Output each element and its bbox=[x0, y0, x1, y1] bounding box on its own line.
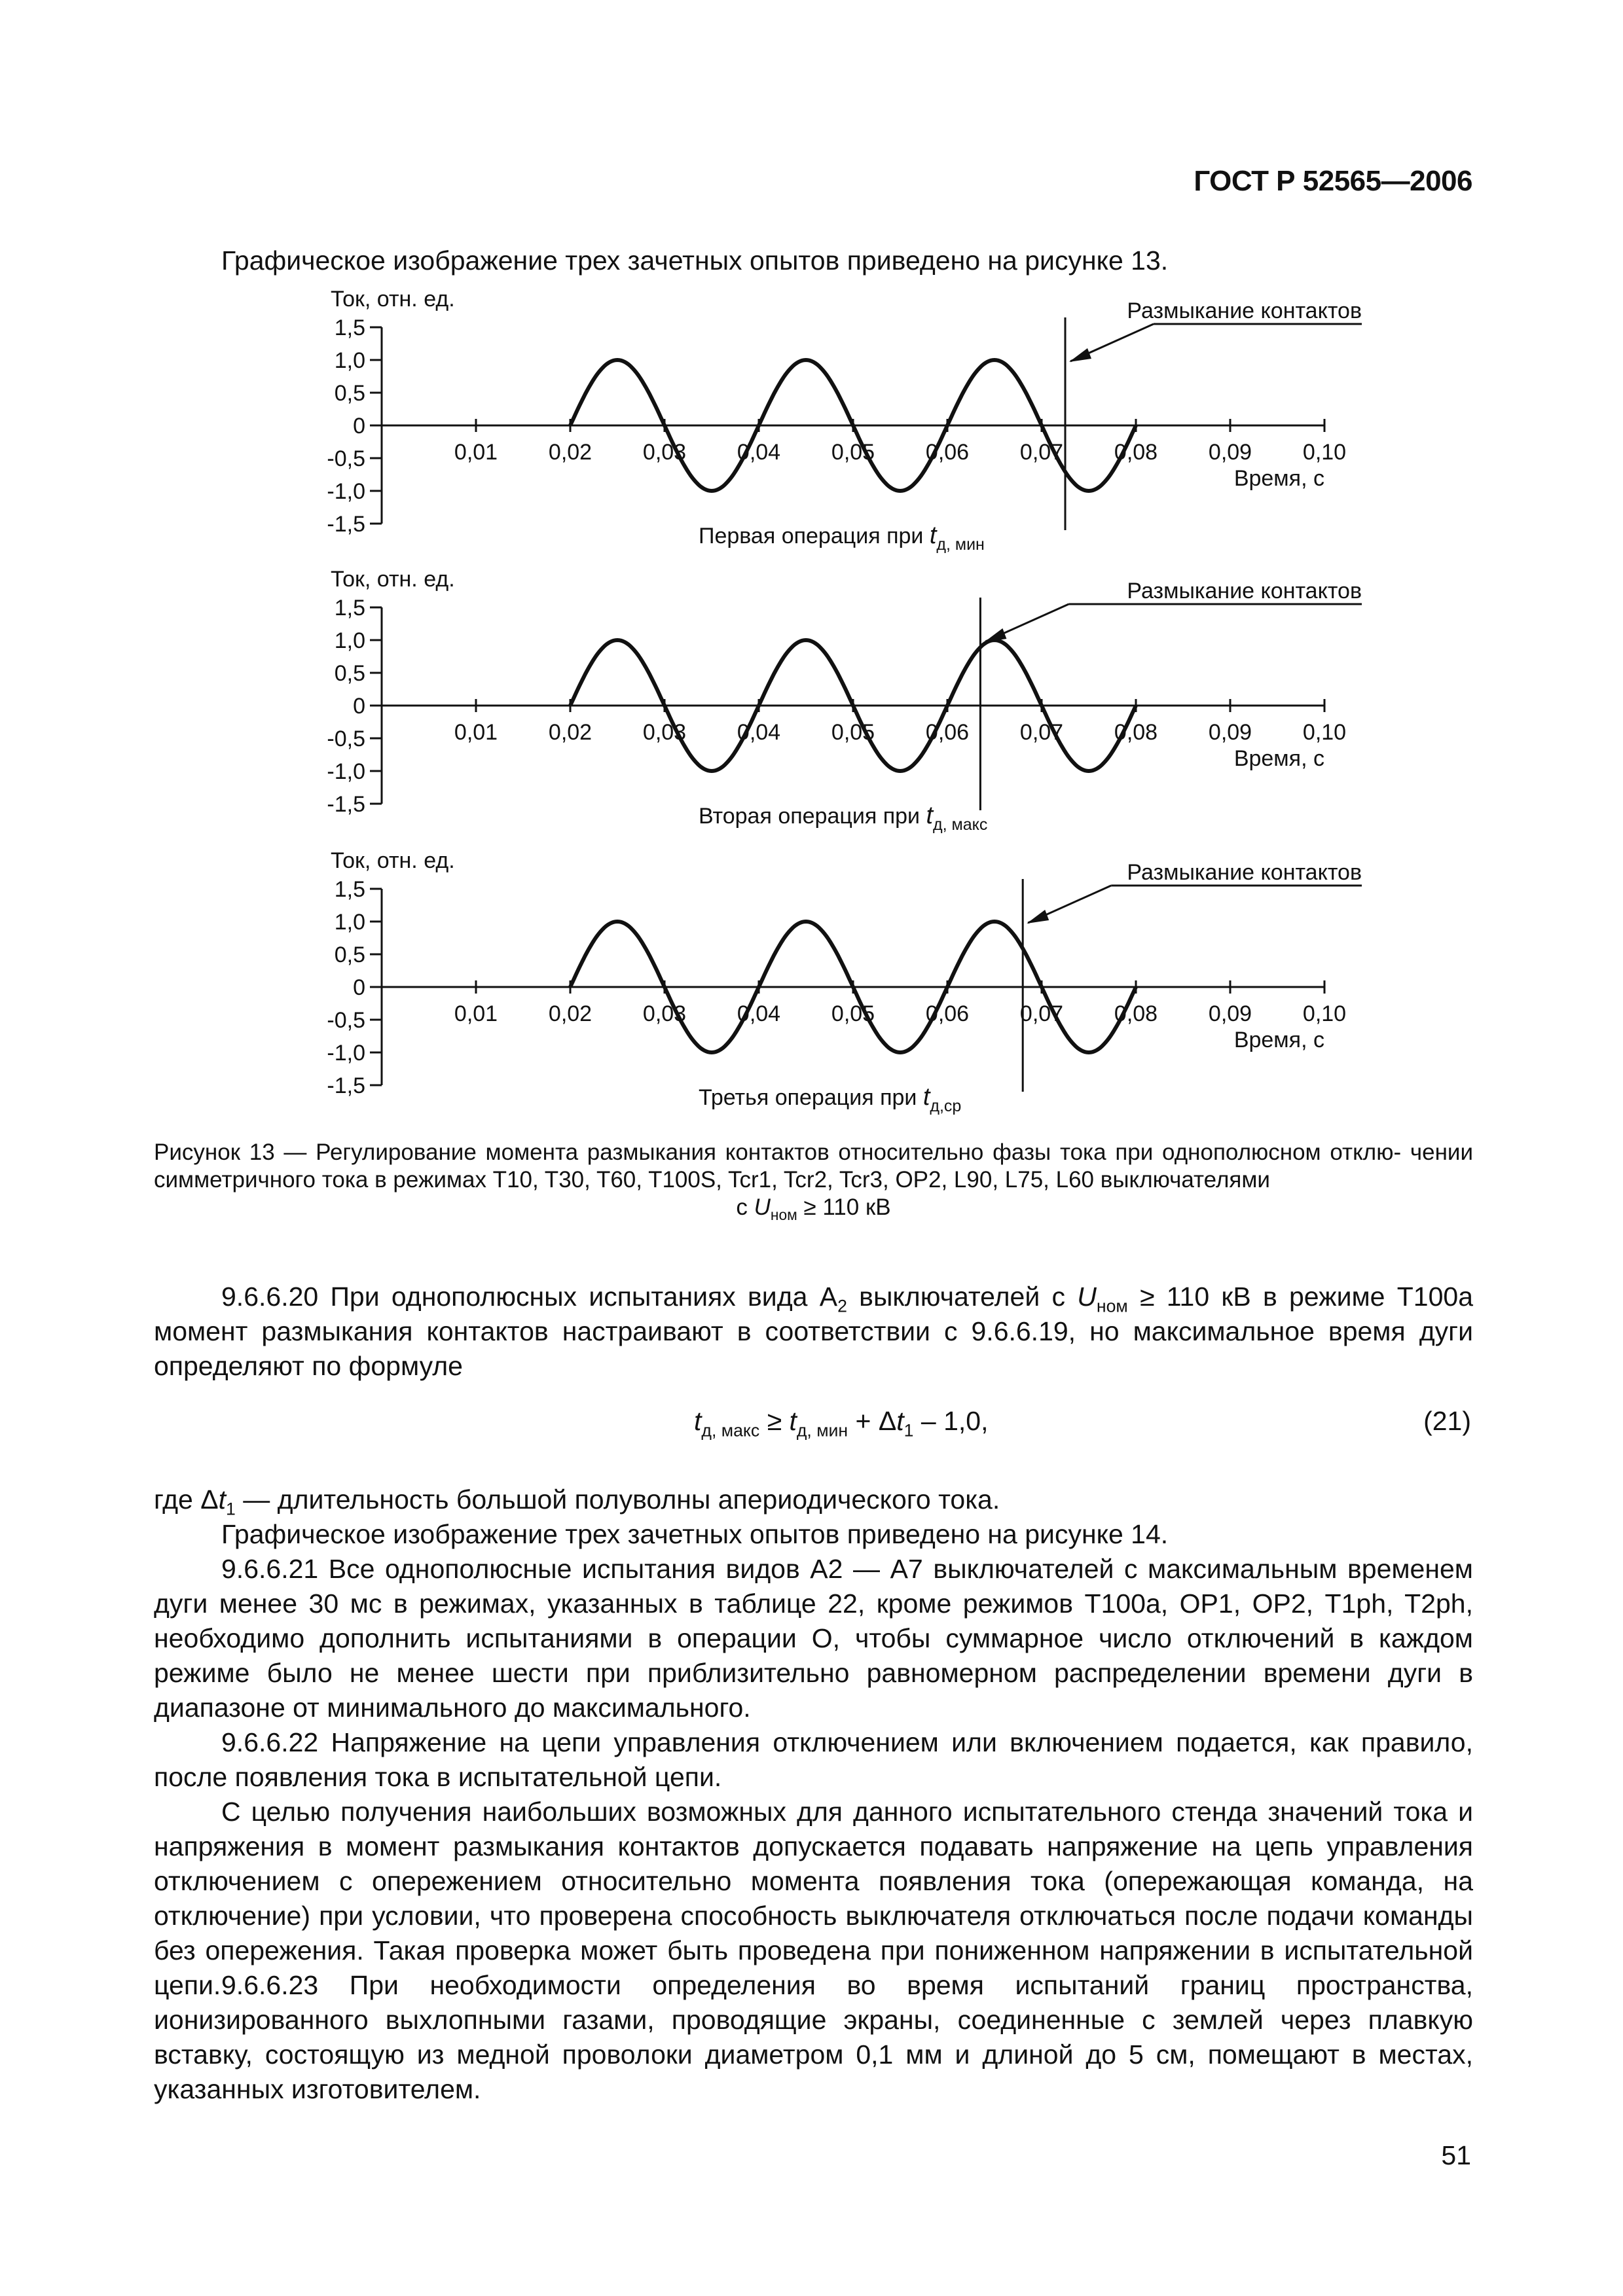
operation-caption: Вторая операция при $t_{д, макс}$ bbox=[699, 802, 988, 834]
x-tick-label: 0,06 bbox=[925, 440, 970, 465]
contact-separation-label: Размыкание контактов bbox=[1127, 860, 1362, 885]
y-tick-label: 0 bbox=[353, 414, 365, 439]
x-tick-label: 0,01 bbox=[454, 1001, 498, 1026]
y-axis-title: Ток, отн. ед. bbox=[331, 287, 455, 312]
y-axis-title: Ток, отн. ед. bbox=[331, 848, 455, 873]
contact-separation-arrowhead bbox=[984, 628, 1006, 642]
x-tick-label: 0,09 bbox=[1208, 440, 1252, 465]
x-tick-label: 0,02 bbox=[548, 1001, 593, 1026]
paragraph-9-6-6-20: 9.6.6.20 При однополюсных испытаниях вида $А_2$ выключателей с $U_{ном} \ge 110$ кВ в режиме Т100а момент размыкания контактов настраивают в соответствии с 9.6.6.19, но максимальное время дуги определяют по формуле bbox=[154, 1282, 1473, 1381]
x-tick-label: 0,08 bbox=[1114, 440, 1158, 465]
y-tick-label: 0,5 bbox=[334, 381, 365, 406]
caption-line-1: Рисунок 13 — Регулирование момента размыкания контактов относительно фазы тока при однополюсном отклю- bbox=[154, 1139, 1402, 1165]
contact-separation-label: Размыкание контактов bbox=[1127, 298, 1362, 323]
x-tick-label: 0,04 bbox=[737, 720, 781, 745]
x-tick-label: 0,10 bbox=[1302, 720, 1347, 745]
y-tick-label: 0 bbox=[353, 694, 365, 719]
y-tick-label: -1,5 bbox=[327, 512, 365, 537]
y-tick-label: 0,5 bbox=[334, 661, 365, 686]
x-tick-label: 0,08 bbox=[1114, 1001, 1158, 1026]
x-tick-label: 0,10 bbox=[1302, 440, 1347, 465]
x-tick-label: 0,09 bbox=[1208, 720, 1252, 745]
chart-first-operation bbox=[288, 288, 1375, 563]
x-tick-label: 0,07 bbox=[1019, 720, 1064, 745]
where-clause: где $\Delta t_1$ — длительность большой полуволны апериодического тока. bbox=[154, 1484, 1000, 1519]
y-tick-label: 1,0 bbox=[334, 348, 365, 373]
y-tick-label: 1,5 bbox=[334, 596, 365, 620]
intro-paragraph: Графическое изображение трех зачетных опытов приведено на рисунке 13. bbox=[221, 245, 1169, 276]
x-tick-label: 0,04 bbox=[737, 440, 781, 465]
x-axis-title: Время, с bbox=[1233, 746, 1324, 771]
contact-separation-arrowhead bbox=[1069, 348, 1091, 362]
y-tick-label: 1,0 bbox=[334, 910, 365, 935]
x-tick-label: 0,10 bbox=[1302, 1001, 1347, 1026]
contact-separation-arrowhead bbox=[1027, 910, 1049, 924]
formula-21: $t_{д, макс} \ge t_{д, мин} + \Delta t_1 - 1,0$, bbox=[694, 1406, 989, 1441]
figure-caption bbox=[154, 1139, 1473, 1221]
page-number: 51 bbox=[1441, 2140, 1471, 2170]
paragraph-9-6-6-23: 9.6.6.23 При необходимости определения во время испытаний границ пространства, ионизированного выхлопными газами, проводящие экраны, соединенные с землей через плавкую вставку, состоящую из медной проволоки диаметром 0,1 мм и длиной до 5 см, помещают в местах, указанных изготовителем. bbox=[154, 1970, 1473, 2104]
y-tick-label: -1,0 bbox=[327, 479, 365, 504]
x-tick-label: 0,02 bbox=[548, 720, 593, 745]
operation-caption: Первая операция при $t_{д, мин}$ bbox=[699, 522, 985, 554]
y-tick-label: -0,5 bbox=[327, 446, 365, 471]
contact-separation-label: Размыкание контактов bbox=[1127, 579, 1362, 603]
x-tick-label: 0,08 bbox=[1114, 720, 1158, 745]
x-tick-label: 0,06 bbox=[925, 720, 970, 745]
x-tick-label: 0,05 bbox=[831, 1001, 875, 1026]
x-tick-label: 0,02 bbox=[548, 440, 593, 465]
y-tick-label: -1,5 bbox=[327, 1073, 365, 1098]
x-tick-label: 0,01 bbox=[454, 720, 498, 745]
y-tick-label: -0,5 bbox=[327, 726, 365, 751]
paragraph-9-6-6-22: 9.6.6.22 Напряжение на цепи управления отключением или включением подается, как правило, после появления тока в испытательной цепи. bbox=[154, 1727, 1473, 1792]
x-tick-label: 0,04 bbox=[737, 1001, 781, 1026]
x-tick-label: 0,07 bbox=[1019, 440, 1064, 465]
x-tick-label: 0,01 bbox=[454, 440, 498, 465]
chart-third-operation bbox=[288, 850, 1375, 1124]
paragraph-purpose: С целью получения наибольших возможных для данного испытательного стенда значений тока и напряжения в момент размыкания контактов допускается подавать напряжение на цепь управления отключением с опережением относительно момента появления тока (опережающая команда, на отключение) при условии, что проверена способность выключателя отключаться после подачи команды без опережения. Такая проверка может быть проведена при пониженном напряжении в испытательной цепи. bbox=[154, 1797, 1473, 2000]
x-tick-label: 0,05 bbox=[831, 440, 875, 465]
y-tick-label: 1,0 bbox=[334, 628, 365, 653]
x-tick-label: 0,05 bbox=[831, 720, 875, 745]
x-axis-title: Время, с bbox=[1233, 1028, 1324, 1052]
y-tick-label: 1,5 bbox=[334, 877, 365, 902]
paragraph-figure-14: Графическое изображение трех зачетных опытов приведено на рисунке 14. bbox=[221, 1519, 1169, 1549]
x-axis-title: Время, с bbox=[1233, 466, 1324, 491]
caption-line-2: чении симметричного тока в режимах T10, T30, T60, T100S, Tcr1, Tcr2, Tcr3, OP2, L90, L75, L60 выключателями bbox=[154, 1139, 1474, 1193]
x-tick-label: 0,09 bbox=[1208, 1001, 1252, 1026]
y-tick-label: -1,0 bbox=[327, 1041, 365, 1066]
operation-caption: Третья операция при $t_{д,ср}$ bbox=[699, 1083, 962, 1115]
formula-number: (21) bbox=[1423, 1406, 1471, 1436]
x-tick-label: 0,03 bbox=[642, 1001, 687, 1026]
y-tick-label: 1,5 bbox=[334, 315, 365, 340]
y-axis-title: Ток, отн. ед. bbox=[331, 567, 455, 592]
x-tick-label: 0,03 bbox=[642, 720, 687, 745]
y-tick-label: 0,5 bbox=[334, 942, 365, 967]
y-tick-label: -1,0 bbox=[327, 759, 365, 784]
x-tick-label: 0,07 bbox=[1019, 1001, 1064, 1026]
paragraph-9-6-6-21: 9.6.6.21 Все однополюсные испытания видов А2 — А7 выключателей с максимальным временем дуги менее 30 мс в режимах, указанных в таблице 22, кроме режимов Т100а, ОР1, ОР2, T1ph, T2ph, необходимо дополнить испытаниями в операции О, чтобы суммарное число отключений в каждом режиме было не менее шести при приблизительно равномерном распределении времени дуги в диапазоне от минимального до максимального. bbox=[154, 1554, 1473, 1723]
x-tick-label: 0,06 bbox=[925, 1001, 970, 1026]
document-header: ГОСТ Р 52565—2006 bbox=[1194, 165, 1472, 197]
y-tick-label: -0,5 bbox=[327, 1008, 365, 1033]
y-tick-label: -1,5 bbox=[327, 792, 365, 817]
y-tick-label: 0 bbox=[353, 975, 365, 1000]
chart-second-operation bbox=[288, 568, 1375, 843]
caption-line-3: с $U_{ном} \ge 110$ кВ bbox=[736, 1194, 891, 1223]
x-tick-label: 0,03 bbox=[642, 440, 687, 465]
